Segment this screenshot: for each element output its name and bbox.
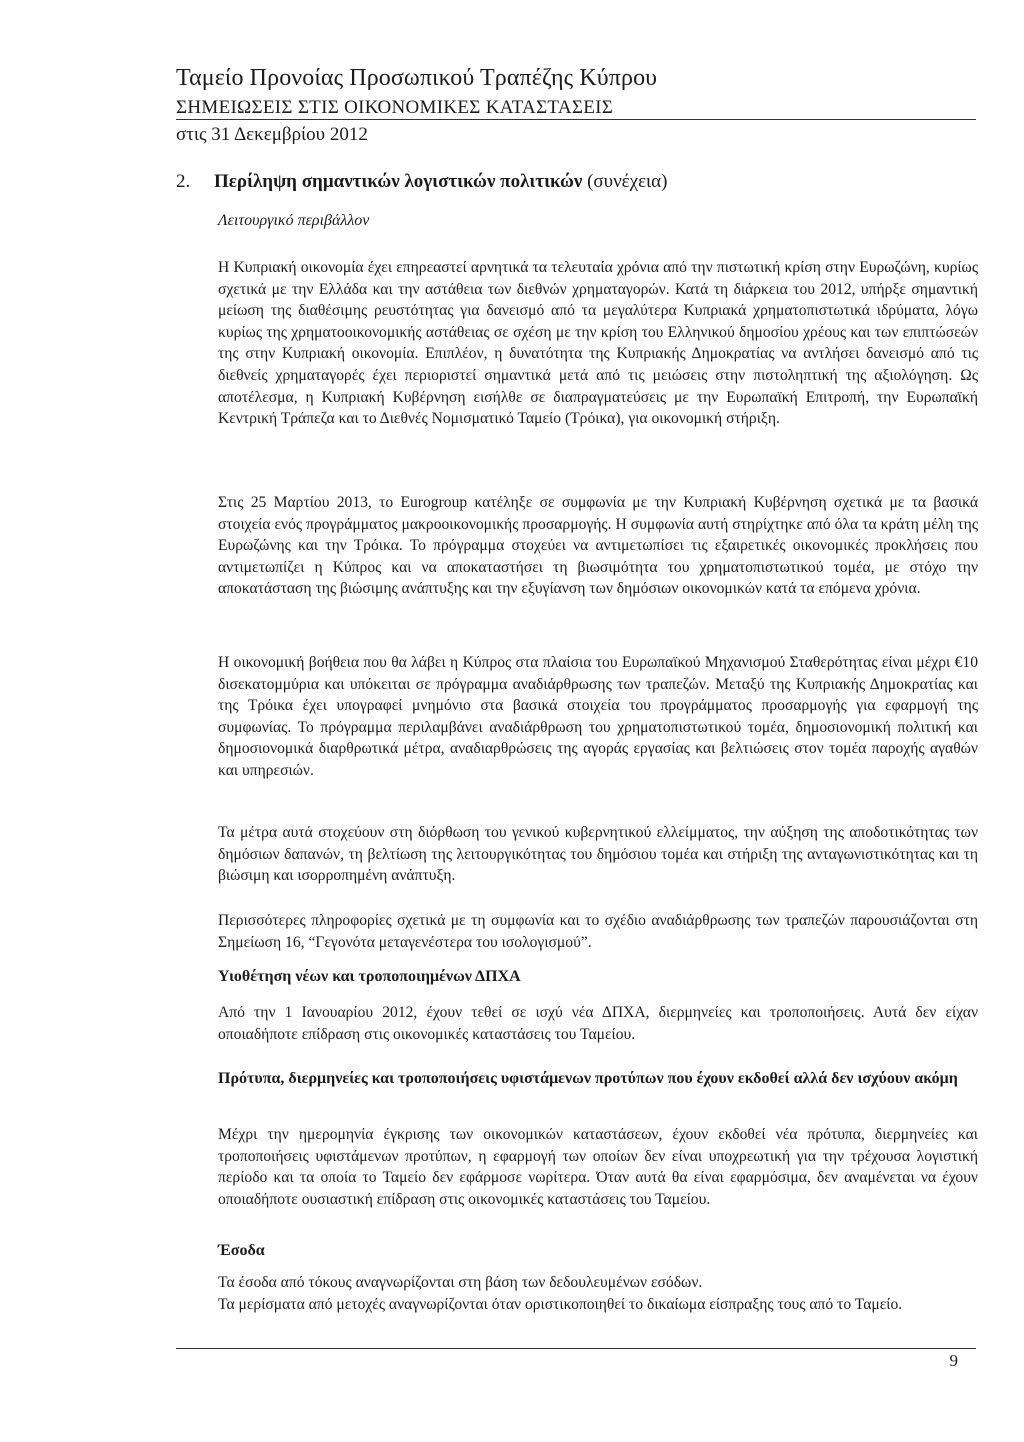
issued-not-effective-paragraph: Μέχρι την ημερομηνία έγκρισης των οικονομικών καταστάσεων, έχουν εκδοθεί νέα πρότυπα, διερμηνείες και τροποποιήσεις υφιστάμενων προτύπων, η εφαρμογή των οποίων δεν είναι υποχρεωτική για την τρέχουσα λογιστική περίοδο και τα οποία το Ταμείο δεν εφάρμοσε νωρίτερα. Όταν αυτά θα είναι εφαρμόσιμα, δεν αναμένεται να έχουν οποιαδήποτε ουσιαστική επίδραση στις οικονομικές καταστάσεις του Ταμείου.: [218, 1126, 978, 1208]
header-divider: [176, 119, 976, 120]
operating-environment-paragraph-4: Τα μέτρα αυτά στοχεύουν στη διόρθωση του γενικού κυβερνητικού ελλείμματος, την αύξηση της αποδοτικότητας των δημόσιων δαπανών, τη βελτίωση της λειτουργικότητας του δημόσιου τομέα και στήριξη της ανταγωνιστικότητας και τη βιώσιμη και ισορροπημένη ανάπτυξη.: [218, 824, 978, 885]
section-continued: (συνέχεια): [587, 171, 668, 192]
income-interest-line: Τα έσοδα από τόκους αναγνωρίζονται στη βάση των δεδουλευμένων εσόδων.: [218, 1274, 703, 1291]
operating-environment-paragraph-5: Περισσότερες πληροφορίες σχετικά με τη συμφωνία και το σχέδιο αναδιάρθρωσης των τραπεζών παρουσιάζονται στη Σημείωση 16, “Γεγονότα μεταγενέστερα του ισολογισμού”.: [218, 912, 978, 951]
new-standards-paragraph: Από την 1 Ιανουαρίου 2012, έχουν τεθεί σε ισχύ νέα ΔΠΧΑ, διερμηνείες και τροποποιήσεις. Αυτά δεν είχαν οποιαδήποτε επίδραση στις οικονομικές καταστάσεις του Ταμείου.: [218, 1004, 978, 1043]
issued-not-effective-heading: Πρότυπα, διερμηνείες και τροποποιήσεις υφιστάμενων προτύπων που έχουν εκδοθεί αλλά δεν ισχύουν ακόμη: [218, 1070, 958, 1087]
page-number: 9: [949, 1351, 958, 1370]
organization-name: Ταμείο Προνοίας Προσωπικού Τραπέζης Κύπρου: [176, 65, 658, 91]
income-dividends-line: Τα μερίσματα από μετοχές αναγνωρίζονται όταν οριστικοποιηθεί το δικαίωμα είσπραξης τους από το Ταμείο.: [218, 1296, 903, 1313]
document-date: στις 31 Δεκεμβρίου 2012: [176, 124, 368, 145]
document-title: ΣΗΜΕΙΩΣΕΙΣ ΣΤΙΣ ΟΙΚΟΝΟΜΙΚΕΣ ΚΑΤΑΣΤΑΣΕΙΣ: [176, 97, 614, 118]
section-heading: [176, 170, 976, 194]
section-number: 2.: [176, 171, 191, 192]
new-standards-heading: Υιοθέτηση νέων και τροποποιημένων ΔΠΧΑ: [218, 968, 521, 985]
section-title: Περίληψη σημαντικών λογιστικών πολιτικών: [214, 171, 583, 192]
income-heading: Έσοδα: [218, 1242, 265, 1259]
operating-environment-paragraph-3: Η οικονομική βοήθεια που θα λάβει η Κύπρος στα πλαίσια του Ευρωπαϊκού Μηχανισμού Σταθερότητας είναι μέχρι €10 δισεκατομμύρια και υπόκειται σε πρόγραμμα αναδιάρθρωσης των τραπεζών. Μεταξύ της Κυπριακής Δημοκρατίας και της Τρόικα έχει υπογραφεί μνημόνιο στα βασικά στοιχεία του προγράμματος προσαρμογής για εφαρμογή της συμφωνίας. Το πρόγραμμα περιλαμβάνει αναδιάρθρωση του χρηματοπιστωτικού τομέα, δημοσιονομική πολιτική και δημοσιονομικά διαρθρωτικά μέτρα, αναδιαρθρώσεις της αγοράς εργασίας και βελτιώσεις στον τομέα παροχής αγαθών και υπηρεσιών.: [218, 654, 978, 779]
operating-environment-paragraph-2: Στις 25 Μαρτίου 2013, το Eurogroup κατέληξε σε συμφωνία με την Κυπριακή Κυβέρνηση σχετικά με τα βασικά στοιχεία ενός προγράμματος μακροοικονομικής προσαρμογής. Η συμφωνία αυτή στηρίχτηκε από όλα τα κράτη μέλη της Ευρωζώνης και την Τρόικα. Το πρόγραμμα στοχεύει να αντιμετωπίσει τις εξαιρετικές οικονομικές προκλήσεις που αντιμετωπίζει η Κύπρος και να αποκαταστήσει τη βιωσιμότητα του χρηματοπιστωτικού τομέα, με στόχο την αποκατάσταση της βιώσιμης ανάπτυξης και την εξυγίανση των δημόσιων οικονομικών κατά τα επόμενα χρόνια.: [218, 494, 978, 598]
footer-divider: [176, 1348, 976, 1349]
operating-environment-paragraph-1: Η Κυπριακή οικονομία έχει επηρεαστεί αρνητικά τα τελευταία χρόνια από την πιστωτική κρίση στην Ευρωζώνη, κυρίως σχετικά με την Ελλάδα και την αστάθεια των διεθνών χρηματαγορών. Κατά τη διάρκεια του 2012, υπήρξε σημαντική μείωση της διαθέσιμης ρευστότητας για δανεισμό από τα μεγαλύτερα Κυπριακά χρηματοπιστωτικά ιδρύματα, λόγω κυρίως της χρηματοοικονομικής αστάθειας σε σχέση με την κρίση του Ελληνικού δημοσίου χρέους και των επιπτώσεών της στην Κυπριακή οικονομία. Επιπλέον, η δυνατότητα της Κυπριακής Δημοκρατίας να αντλήσει δανεισμό από τις διεθνείς χρηματαγορές έχει περιοριστεί σημαντικά μετά από τις μειώσεις στην πιστοληπτική της αξιολόγηση. Ως αποτέλεσμα, η Κυπριακή Κυβέρνηση εισήλθε σε διαπραγματεύσεις με την Ευρωπαϊκή Επιτροπή, την Ευρωπαϊκή Κεντρική Τράπεζα και το Διεθνές Νομισματικό Ταμείο (Τρόικα), για οικονομική στήριξη.: [218, 259, 978, 428]
operating-environment-heading: Λειτουργικό περιβάλλον: [218, 212, 370, 229]
